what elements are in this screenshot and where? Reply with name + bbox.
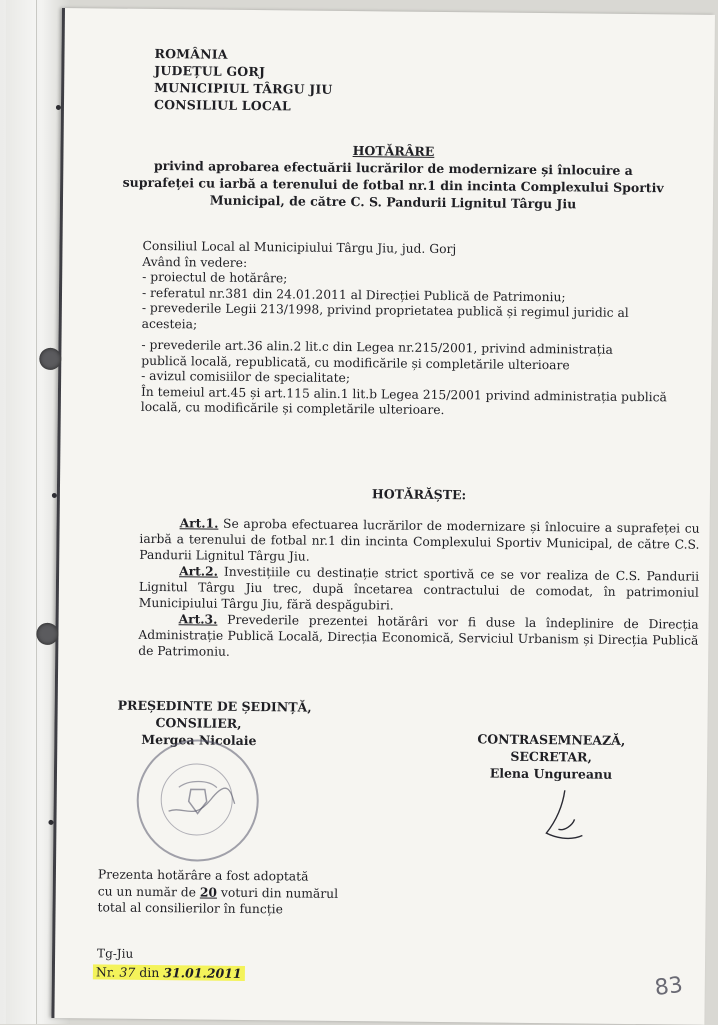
highlighted-number: Nr. 37 din 31.01.2011 xyxy=(93,964,245,981)
margin-dot-1 xyxy=(56,105,61,110)
decides-heading: HOTĂRĂȘTE: xyxy=(371,486,467,503)
title-line-2: suprafeței cu iarbă a terenului de fotbal nr.1 din incinta Complexului Sportiv xyxy=(122,174,664,196)
title-line-3: Municipal, de către C. S. Pandurii Lignitul Târgu Jiu xyxy=(209,192,577,212)
document-page xyxy=(51,8,715,1025)
secretary-role: CONTRASEMNEAZĂ, xyxy=(477,731,626,748)
official-stamp xyxy=(136,739,259,862)
stamp-emblem-icon xyxy=(138,741,257,860)
page-number: 83 xyxy=(653,972,685,1002)
secretary-name: Elena Ungureanu xyxy=(489,765,613,782)
preamble-line: În temeiul art.45 și art.115 alin.1 lit.b Legea 215/2001 privind administrația publică xyxy=(140,384,667,404)
page-edge xyxy=(6,0,37,1024)
chair-role: PREȘEDINTE DE ȘEDINȚĂ, xyxy=(117,697,312,715)
title-heading: HOTĂRÂRE xyxy=(352,143,435,159)
footer-number xyxy=(93,963,245,982)
decision-title xyxy=(83,139,704,213)
preamble-line: Consiliul Local al Municipiului Târgu Jiu, jud. Gorj xyxy=(142,238,457,257)
header-country: ROMÂNIA xyxy=(154,45,228,62)
chair-name: Mergea Nicolaie xyxy=(141,731,257,749)
adoption-line-3: total al consilierilor în funcție xyxy=(97,900,284,917)
article-1 xyxy=(139,515,699,569)
adoption-line-2: cu un număr de 20 voturi din numărul xyxy=(97,883,339,901)
header-municipality: MUNICIPIUL TÂRGU JIU xyxy=(154,79,333,97)
adoption-line-1: Prezenta hotărâre a fost adoptată xyxy=(97,867,309,884)
preamble-line: - proiectul de hotărâre; xyxy=(142,269,288,286)
header-council: CONSILIUL LOCAL xyxy=(153,96,292,114)
preamble xyxy=(141,239,703,421)
article-3 xyxy=(138,611,698,665)
margin-dot-3 xyxy=(48,820,53,825)
institution-header xyxy=(154,45,333,115)
articles xyxy=(138,515,699,665)
footer-place: Tg-Jiu xyxy=(97,946,134,961)
article-2 xyxy=(139,563,699,617)
secretary-title: SECRETAR, xyxy=(510,748,592,765)
article-2-label: Art.2. xyxy=(179,563,219,579)
title-line-1: privind aprobarea efectuării lucrărilor de modernizare și înlocuire a xyxy=(153,157,633,178)
secretary-signature-icon xyxy=(534,785,605,856)
article-1-label: Art.1. xyxy=(179,515,219,531)
preamble-line: - prevederile Legii 213/1998, privind proprietatea publică și regimul juridic al xyxy=(141,300,629,320)
article-2-text: Investițiile cu destinație strict sportivă ce se vor realiza de C.S. Pandurii Lignitul Târgu Jiu trec, după încetarea contractului de comodat, în patrimoniul Municipiului Târgu Jiu, fără despăgubiri. xyxy=(138,564,700,613)
article-3-text: Prevederile prezentei hotărâri vor fi duse la îndeplinire de Direcția Administrație Publică Locală, Direcția Economică, Serviciul Urbanism și Direcția Publică de Patrimoniu. xyxy=(138,612,699,659)
article-3-label: Art.3. xyxy=(178,611,218,627)
preamble-line: Având în vedere: xyxy=(142,254,248,270)
article-1-text: Se aproba efectuarea lucrărilor de modernizare și înlocuire a suprafeței cu iarbă a terenului de fotbal nr.1 din incinta Complexului Sportiv Municipal, de către C.S. Pandurii Lignitul Târgu Jiu. xyxy=(139,516,700,564)
header-county: JUDEȚUL GORJ xyxy=(154,62,266,80)
preamble-line: locală, cu modificările și completările ulterioare. xyxy=(140,399,445,418)
adoption-note xyxy=(97,866,338,918)
signature-right xyxy=(477,730,625,783)
chair-title: CONSILIER, xyxy=(155,715,242,731)
punch-hole-1 xyxy=(39,348,61,370)
preamble-line: publică locală, republicată, cu modificările și completările ulterioare xyxy=(141,353,570,372)
votes-count: 20 xyxy=(199,883,218,900)
punch-hole-2 xyxy=(36,623,58,645)
preamble-line: - prevederile art.36 alin.2 lit.c din Legea nr.215/2001, privind administrația xyxy=(141,337,613,357)
margin-dot-2 xyxy=(52,493,57,498)
preamble-line: - referatul nr.381 din 24.01.2011 al Direcției Publică de Patrimoniu; xyxy=(141,285,566,304)
preamble-line: - avizul comisiilor de specialitate; xyxy=(141,368,351,386)
preamble-line: acesteia; xyxy=(141,316,198,331)
